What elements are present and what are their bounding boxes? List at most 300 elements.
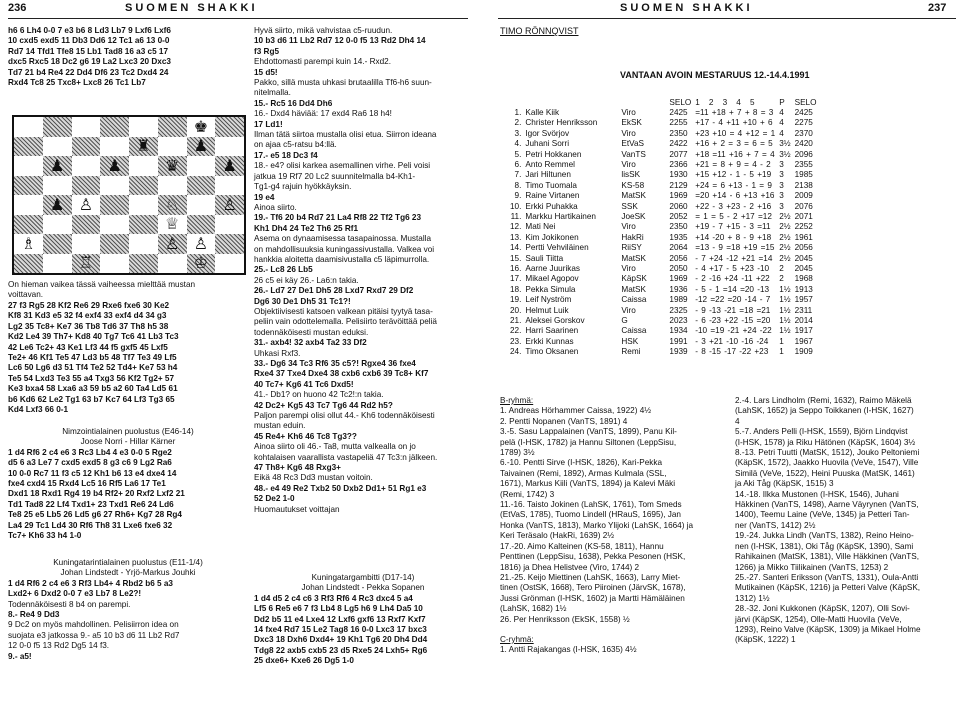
caption-line: On hieman vaikea tässä vaiheessa mielttää mustan bbox=[8, 280, 196, 289]
table-cell: +23 +10 = 4 +12 = 1 bbox=[695, 128, 776, 138]
move-line: 42 Le6 Tc2+ 43 Ke1 Lf3 44 f5 gxf5 45 Lxf5 bbox=[8, 342, 168, 352]
table-cell: 1985 bbox=[794, 170, 813, 180]
table-row bbox=[508, 284, 818, 294]
table-cell: 4 bbox=[779, 108, 784, 118]
comment-line: peliin vain odottelemalla. Pelisiirto terävöittää peliä bbox=[254, 317, 437, 327]
right-page-number: 237 bbox=[928, 2, 947, 14]
table-row bbox=[508, 211, 818, 221]
table-cell: +17 - 4 +11 +10 + 6 bbox=[695, 118, 773, 128]
result-line: (EtVaS, 1785), Tuomo Lindell (HRauS, 1695), Jan bbox=[500, 510, 681, 520]
table-cell: 2071 bbox=[794, 211, 813, 221]
move-line: Dxd1 18 Rxd1 Rg4 19 b4 Rf2+ 20 Rxf2 Lxf2 21 bbox=[8, 489, 185, 499]
chess-piece: ♛ bbox=[164, 155, 180, 175]
table-cell: 2½ bbox=[779, 211, 791, 221]
comment-line: jatkua 19 Rf7 20 Lc2 suunnitelmalla b4-Kh1- bbox=[254, 171, 416, 181]
move-line: 45 Re4+ Kh6 46 Tc8 Tg3?? bbox=[254, 431, 357, 441]
comment-line: Tg1-g4 rajuin hyökkäyksin. bbox=[254, 182, 352, 192]
board-square bbox=[100, 117, 129, 137]
table-cell: 2420 bbox=[794, 139, 813, 149]
result-line: 1. Antti Rajakangas (I-HSK, 1635) 4½ bbox=[500, 645, 637, 655]
comment-line: Huomautukset voittajan bbox=[254, 504, 340, 514]
board-square bbox=[187, 195, 216, 215]
board-square bbox=[215, 195, 244, 215]
result-line: 1266) ja Mikko Tiilikainen (VanTS, 1253) 2 bbox=[735, 562, 889, 572]
table-cell: KS-58 bbox=[621, 180, 645, 190]
left-header-rule bbox=[8, 18, 468, 19]
tournament-title: VANTAAN AVOIN MESTARUUS 12.-14.4.1991 bbox=[620, 70, 810, 80]
comment-line: Asema on dynaamisessa tasapainossa. Mustalla bbox=[254, 234, 432, 244]
table-row bbox=[508, 201, 818, 211]
table-cell: 7. bbox=[514, 170, 522, 180]
table-cell: 11. bbox=[510, 211, 522, 221]
table-cell: 2425 bbox=[669, 108, 688, 118]
move-line: Tc7+ Kh6 33 h4 1-0 bbox=[8, 531, 82, 541]
result-line: 28.-32. Joni Kukkonen (KäpSK, 1207), Olli Sovi- bbox=[735, 604, 910, 614]
table-cell: 3½ bbox=[779, 139, 791, 149]
table-cell: HakRi bbox=[621, 232, 644, 242]
table-cell: = 1 = 5 - 2 +17 =12 bbox=[695, 211, 772, 221]
table-cell: 2056 bbox=[669, 253, 688, 263]
result-line: 26. Per Henriksson (EkSK, 1558) ½ bbox=[500, 614, 630, 624]
table-cell: EtVaS bbox=[621, 139, 644, 149]
table-cell: 3. bbox=[514, 128, 522, 138]
table-row bbox=[508, 128, 818, 138]
board-square bbox=[129, 117, 158, 137]
table-row bbox=[508, 315, 818, 325]
table-cell: 2050 bbox=[669, 263, 688, 273]
table-cell: 2350 bbox=[669, 222, 688, 232]
table-cell: 1969 bbox=[669, 191, 688, 201]
group-b-col2 bbox=[735, 396, 957, 646]
move-line: h6 6 Lh4 0-0 7 e3 b6 8 Ld3 Lb7 9 Lxf6 Lxf6 bbox=[8, 26, 171, 35]
table-cell: MatSK bbox=[621, 253, 646, 263]
table-cell: Timo Tuomala bbox=[525, 180, 577, 190]
table-cell: Caissa bbox=[621, 326, 647, 336]
table-cell: 2045 bbox=[794, 263, 813, 273]
result-line: 1671), Markus Kiili (VanTS, 1894) ja Kalevi Mäki bbox=[500, 479, 676, 489]
table-row bbox=[508, 159, 818, 169]
result-line: 2. Pentti Nopanen (VanTS, 1891) 4 bbox=[500, 416, 628, 426]
board-square bbox=[43, 137, 72, 157]
col-head-points: P bbox=[779, 97, 785, 107]
board-square bbox=[187, 215, 216, 235]
board-square bbox=[72, 215, 101, 235]
table-row bbox=[508, 170, 818, 180]
move-line: Lxd2+ 6 Dxd2 0-0 7 e3 Lb7 8 Le2?! bbox=[8, 589, 142, 599]
board-square bbox=[72, 195, 101, 215]
table-row bbox=[508, 139, 818, 149]
table-cell: Christer Henriksson bbox=[525, 118, 598, 128]
comment-line: kohtalaisen vaarallista vastapeliä 47 Tc3:n jälkeen. bbox=[254, 452, 438, 462]
move-line: dxc5 Rxc5 18 Dc2 g6 19 La2 Lxc3 20 Dxc3 bbox=[8, 57, 171, 67]
table-row bbox=[508, 305, 818, 315]
comment-line: on mahdollisuuksia kuningassivustalla. Valkea voi bbox=[254, 244, 435, 254]
game3-comment2 bbox=[8, 620, 248, 651]
move-line: Lg2 35 Tc8+ Ke7 36 Tb8 Td6 37 Th8 h5 38 bbox=[8, 321, 169, 331]
result-line: 14.-18. Ilkka Mustonen (I-HSK, 1546), Juhani bbox=[735, 489, 899, 499]
table-cell: 1½ bbox=[779, 284, 791, 294]
move-line: 1 d4 Rf6 2 c4 e6 3 Rf3 Lb4+ 4 Rbd2 b6 5 a3 bbox=[8, 578, 173, 588]
table-row bbox=[508, 191, 818, 201]
table-cell: 2076 bbox=[794, 201, 813, 211]
result-line: (KäpSK, 1222) 1 bbox=[735, 635, 796, 645]
game4-players: Johan Lindstedt - Pekka Sopanen bbox=[301, 583, 425, 593]
group-b-list-continued bbox=[735, 396, 957, 646]
table-cell: - 2 -16 +24 -11 +22 bbox=[695, 274, 770, 284]
comment-line: Objektiivisesti katsoen valkean pitäisi tyytyä tasa- bbox=[254, 306, 433, 316]
chess-piece: ♙ bbox=[193, 233, 209, 253]
comment-line: 12 0-0 f5 13 Rd2 Dg5 14 f3. bbox=[8, 641, 110, 651]
move-line: f3 Rg5 bbox=[254, 46, 280, 56]
board-square bbox=[187, 117, 216, 137]
move-line: b6 Kd6 62 Le2 Tg1 63 b7 Kc7 64 Lf3 Tg3 65 bbox=[8, 394, 175, 404]
move-line: Lf5 6 Re5 e6 7 f3 Lb4 8 Lg5 h6 9 Lh4 Da5 10 bbox=[254, 604, 423, 614]
article-author: TIMO RÖNNQVIST bbox=[500, 26, 579, 36]
comment-line: 16.- Dxd4 häviää: 17 exd4 Ra6 18 h4! bbox=[254, 109, 392, 119]
game2-section bbox=[8, 427, 248, 541]
table-cell: 1913 bbox=[794, 284, 813, 294]
table-cell: Aarne Juurikas bbox=[525, 263, 581, 273]
table-cell: +15 +12 - 1 - 5 +19 bbox=[695, 170, 772, 180]
board-square bbox=[215, 215, 244, 235]
table-cell: 17. bbox=[510, 274, 522, 284]
board-square bbox=[129, 215, 158, 235]
move-line: Te8 25 e5 Lb5 26 Ld5 g6 27 Rh6+ Kg7 28 Rg4 bbox=[8, 510, 182, 520]
table-cell: 2056 bbox=[794, 243, 813, 253]
board-square bbox=[215, 254, 244, 274]
result-line: 3.-5. Sasu Lappalainen (VanTS, 1899), Panu Kil- bbox=[500, 427, 677, 437]
table-cell: 13. bbox=[510, 232, 522, 242]
table-cell: +16 + 2 = 3 = 6 = 5 bbox=[695, 139, 773, 149]
chess-piece: ♟ bbox=[49, 155, 65, 175]
move-line: Ke3 bxa4 58 Lxa6 a3 59 b5 a2 60 Ta4 Ld5 61 bbox=[8, 384, 178, 394]
table-cell: Viro bbox=[621, 305, 636, 315]
board-square bbox=[158, 156, 187, 176]
table-cell: HSK bbox=[621, 336, 639, 346]
table-cell: 2355 bbox=[794, 160, 813, 170]
chess-diagram bbox=[12, 115, 246, 275]
group-b-heading: B-ryhmä: bbox=[500, 396, 534, 405]
board-square bbox=[72, 156, 101, 176]
board-square bbox=[215, 117, 244, 137]
table-cell: Caissa bbox=[621, 295, 647, 305]
table-cell: 1909 bbox=[794, 347, 813, 357]
table-cell: 5. bbox=[514, 149, 522, 159]
move-line: 40 Tc7+ Kg6 41 Tc6 Dxd5! bbox=[254, 379, 354, 389]
table-cell: 1½ bbox=[779, 305, 791, 315]
result-line: ner (VanTS, 1412) 2½ bbox=[735, 520, 816, 530]
move-line: 1 d4 Rf6 2 c4 e6 3 Rc3 Lb4 4 e3 0-0 5 Rge2 bbox=[8, 447, 172, 457]
move-line: Lc6 50 Lg6 d3 51 Tf4 Te2 52 Td4+ Ke7 53 h4 bbox=[8, 363, 178, 373]
table-cell: Kalle Kiik bbox=[525, 108, 560, 118]
comment-line: Ilman tätä siirtoa mustalla olisi etua. Siirron ideana bbox=[254, 130, 437, 140]
move-line: 10 0-0 Rc7 11 f3 c5 12 Kh1 b6 13 e4 dxe4 14 bbox=[8, 468, 177, 478]
board-square bbox=[100, 254, 129, 274]
table-cell: 1930 bbox=[669, 170, 688, 180]
board-square bbox=[100, 195, 129, 215]
table-cell: 9. bbox=[514, 191, 522, 201]
result-line: 1789) 3½ bbox=[500, 448, 535, 458]
table-cell: 4. bbox=[514, 139, 522, 149]
result-line: 19.-24. Jukka Lindh (VanTS, 1382), Reino Heino- bbox=[735, 531, 914, 541]
table-cell: G bbox=[621, 315, 628, 325]
table-cell: 12. bbox=[510, 222, 522, 232]
table-row bbox=[508, 253, 818, 263]
move-line: 19.- Tf6 20 b4 Rd7 21 La4 Rf8 22 Tf2 Tg6 23 bbox=[254, 213, 422, 223]
board-square bbox=[187, 176, 216, 196]
table-cell: 6. bbox=[514, 160, 522, 170]
table-cell: 2366 bbox=[669, 160, 688, 170]
table-cell: lisSK bbox=[621, 170, 641, 180]
result-line: järvi (KäpSK, 1254), Olle-Matti Huovila (VeVe, bbox=[735, 614, 902, 624]
table-cell: 2014 bbox=[794, 315, 813, 325]
caption-line: voittavan. bbox=[8, 290, 44, 300]
table-cell: 1968 bbox=[794, 274, 813, 284]
chess-piece: ♚ bbox=[193, 116, 209, 136]
right-running-title: SUOMEN SHAKKI bbox=[620, 2, 753, 14]
table-cell: Juhani Sorri bbox=[525, 139, 570, 149]
chess-piece: ♔ bbox=[193, 253, 209, 273]
board-square bbox=[158, 117, 187, 137]
table-cell: - 3 +21 -10 -16 -24 bbox=[695, 336, 769, 346]
board-square bbox=[215, 137, 244, 157]
group-c-heading: C-ryhmä: bbox=[500, 634, 534, 644]
move-line: Kf8 31 Kd3 e5 32 f4 exf4 33 exf4 d4 34 g3 bbox=[8, 311, 167, 321]
move-line: 47 Th8+ Kg6 48 Rxg3+ bbox=[254, 463, 341, 473]
table-cell: 2350 bbox=[669, 128, 688, 138]
table-cell: Viro bbox=[621, 222, 636, 232]
board-square bbox=[215, 156, 244, 176]
comment-line: 41.- Db1? on huono 42 Tc2!:n takia. bbox=[254, 390, 384, 400]
table-cell: 1969 bbox=[669, 274, 688, 284]
table-cell: 3 bbox=[779, 180, 784, 190]
table-cell: - 8 -15 -17 -22 +23 bbox=[695, 347, 769, 357]
game4-moves bbox=[254, 594, 472, 667]
move-line: 15 d5! bbox=[254, 67, 278, 77]
comment-line: Ainoa siirto. bbox=[254, 202, 297, 212]
board-square bbox=[14, 117, 43, 137]
table-cell: 10. bbox=[510, 201, 522, 211]
move-line: 33.- Dg6 34 Tc3 Rf6 35 c5?! Rgxe4 36 fxe4 bbox=[254, 359, 416, 368]
board-square bbox=[43, 234, 72, 254]
table-cell: 21. bbox=[510, 315, 522, 325]
table-cell: 1939 bbox=[669, 347, 688, 357]
result-line: 6.-10. Pentti Sirve (I-HSK, 1826), Kari-Pekka bbox=[500, 458, 662, 468]
table-cell: SSK bbox=[621, 201, 638, 211]
move-line: 48.- e4 49 Re2 Txb2 50 Dxb2 Dd1+ 51 Rg1 e3 bbox=[254, 483, 427, 493]
board-square bbox=[100, 215, 129, 235]
game2-players: Joose Norri - Hillar Kärner bbox=[80, 437, 176, 447]
comment-line: nitelmalla. bbox=[254, 88, 291, 98]
game3-section bbox=[8, 558, 248, 662]
result-line: Keri Teräsalo (HakRi, 1639) 2½ bbox=[500, 531, 615, 541]
game1-moves-continued bbox=[8, 301, 248, 415]
table-cell: 1½ bbox=[779, 326, 791, 336]
table-cell: Petri Hokkanen bbox=[525, 149, 582, 159]
table-cell: 2370 bbox=[794, 128, 813, 138]
move-line: Td1 Tad8 22 Lf4 Txd1+ 23 Txd1 Re6 24 Ld6 bbox=[8, 499, 174, 509]
chess-piece: ♟ bbox=[222, 155, 237, 175]
board-square bbox=[14, 254, 43, 274]
result-line: 1400), Teemu Laine (VeVe, 1345) ja Petteri Tan- bbox=[735, 510, 910, 520]
table-cell: 23. bbox=[510, 336, 522, 346]
table-cell: 20. bbox=[510, 305, 522, 315]
game1-moves-top bbox=[8, 26, 248, 88]
table-cell: 2052 bbox=[669, 211, 688, 221]
table-cell: 2311 bbox=[794, 305, 813, 315]
table-cell: 2 bbox=[779, 274, 784, 284]
table-cell: 3 bbox=[779, 160, 784, 170]
game3-comment1: Todennäköisesti 8 b4 on parempi. bbox=[8, 599, 131, 609]
result-line: nen (I-HSK, 1381), Oki Tåg (KäpSK, 1390), Sami bbox=[735, 541, 914, 551]
table-cell: +14 -20 + 8 - 9 +18 bbox=[695, 232, 772, 242]
comment-line: Hyvä siirto, mikä vahvistaa c5-ruudun. bbox=[254, 26, 393, 35]
board-square bbox=[72, 254, 101, 274]
board-square bbox=[158, 137, 187, 157]
result-line: Honka (VanTS, 1813), Marko Ylijoki (LahSK, 1664) ja bbox=[500, 520, 694, 530]
board-square bbox=[72, 137, 101, 157]
game3-annotations bbox=[254, 26, 472, 515]
board-square bbox=[43, 117, 72, 137]
table-cell: 19. bbox=[510, 295, 522, 305]
table-cell: 8. bbox=[514, 180, 522, 190]
table-cell: Leif Nyström bbox=[525, 295, 572, 305]
move-line: Rxd4 Tc8 25 Txc8+ Lxc8 26 Tc1 Lb7 bbox=[8, 78, 146, 88]
board-square bbox=[187, 254, 216, 274]
table-cell: 1957 bbox=[794, 295, 813, 305]
table-row bbox=[508, 294, 818, 304]
table-cell: 2096 bbox=[794, 149, 813, 159]
board-square bbox=[43, 176, 72, 196]
table-cell: Aleksei Gorskov bbox=[525, 315, 585, 325]
move-line: d5 6 a3 Le7 7 cxd5 exd5 8 g3 c6 9 Lg2 Ra6 bbox=[8, 458, 172, 468]
result-line: Häkkinen (VanTS, 1498), Aarne Väyrynen (VanTS, bbox=[735, 500, 919, 510]
move-line: 15.- Rc5 16 Dd4 Dh6 bbox=[254, 98, 333, 108]
board-square bbox=[14, 234, 43, 254]
board-square bbox=[158, 215, 187, 235]
table-cell: RiiSY bbox=[621, 243, 642, 253]
board-square bbox=[14, 156, 43, 176]
table-cell: 2045 bbox=[794, 253, 813, 263]
result-line: 1. Andreas Hörhammer Caissa, 1922) 4½ bbox=[500, 406, 652, 416]
table-cell: 3 bbox=[779, 201, 784, 211]
chess-piece: ♗ bbox=[21, 233, 36, 253]
move-line: fxe4 cxd4 15 Rxd4 Lc5 16 Rf5 La6 17 Te1 bbox=[8, 479, 166, 489]
result-line: 4 bbox=[735, 416, 740, 426]
board-square bbox=[158, 176, 187, 196]
col-head-rounds: 1 2 3 4 5 bbox=[695, 97, 755, 107]
move-line: 27 f3 Rg5 28 Kf2 Re6 29 Rxe6 fxe6 30 Ke2 bbox=[8, 301, 170, 310]
table-cell: 1991 bbox=[669, 336, 688, 346]
group-b-list bbox=[500, 406, 722, 625]
table-cell: Timo Oksanen bbox=[525, 347, 579, 357]
game2-heading: Nimzointialainen puolustus (E46-14) bbox=[62, 427, 194, 436]
chess-piece: ♜ bbox=[136, 136, 151, 156]
move-line: 52 De2 1-0 bbox=[254, 494, 295, 504]
table-cell: +21 = 8 + 9 = 4 - 2 bbox=[695, 160, 771, 170]
table-row bbox=[508, 263, 818, 273]
board-square bbox=[14, 137, 43, 157]
board-square bbox=[129, 195, 158, 215]
result-line: (KäpSK, 1572), Jaakko Huovila (VeVe, 1547), Ville bbox=[735, 458, 919, 468]
move-line: 19 e4 bbox=[254, 192, 275, 202]
table-cell: MatSK bbox=[621, 284, 646, 294]
result-line: (Remi, 1742) 3 bbox=[500, 489, 555, 499]
table-cell: Viro bbox=[621, 263, 636, 273]
move-line: Rd7 14 Tfd1 Tfe8 15 Lb1 Tad8 16 a3 c5 17 bbox=[8, 46, 169, 56]
result-line: 11.-16. Taisto Jokinen (LahSK, 1761), Tom Smeds bbox=[500, 500, 682, 510]
move-line: Kd2 Le4 39 Th7+ Kd8 40 Tg7 Tc6 41 Lb3 Tc3 bbox=[8, 332, 179, 342]
left-running-title: SUOMEN SHAKKI bbox=[125, 2, 258, 14]
table-cell: 2. bbox=[514, 118, 522, 128]
table-cell: VanTS bbox=[621, 149, 646, 159]
move-line: 17.- e5 18 Dc3 f4 bbox=[254, 150, 318, 160]
result-line: Mutikainen (KäpSK, 1216) ja Petteri Valve (KäpSK, bbox=[735, 583, 921, 593]
col-head-new-selo: SELO bbox=[794, 97, 817, 107]
table-row bbox=[508, 222, 818, 232]
result-line: pelä (I-HSK, 1782) ja Hannu Siltonen (LeppSisu, bbox=[500, 437, 677, 447]
table-cell: Jari Hiltunen bbox=[525, 170, 571, 180]
table-cell: 1 bbox=[779, 336, 784, 346]
result-line: (LahSK, 1652) ja Seppo Toikkanen (I-HSK, 1627) bbox=[735, 406, 914, 416]
table-row bbox=[508, 107, 818, 117]
table-row bbox=[508, 346, 818, 356]
comment-line: Pakko, sillä musta uhkasi brutaalilla Tf6-h6 suun- bbox=[254, 78, 432, 88]
table-cell: =20 +14 - 6 +13 +16 bbox=[695, 191, 775, 201]
table-cell: +24 = 6 +13 - 1 = 9 bbox=[695, 180, 772, 190]
board-square bbox=[72, 176, 101, 196]
game3-move2: 8.- Re4 9 Dd3 bbox=[8, 610, 60, 620]
table-cell: 1 bbox=[779, 347, 784, 357]
table-row bbox=[508, 242, 818, 252]
table-cell: Viro bbox=[621, 128, 636, 138]
table-cell: 2½ bbox=[779, 243, 791, 253]
table-cell: Pekka Simula bbox=[525, 284, 576, 294]
move-line: Kh1 Dh4 24 Te2 Th6 25 Rf1 bbox=[254, 223, 359, 233]
board-square bbox=[43, 254, 72, 274]
table-cell: 2009 bbox=[794, 191, 813, 201]
table-cell: Mikael Agopov bbox=[525, 274, 579, 284]
table-cell: -12 =22 =20 -14 - 7 bbox=[695, 295, 771, 305]
table-cell: 1989 bbox=[669, 295, 688, 305]
table-cell: Sauli Tiitta bbox=[525, 253, 564, 263]
table-cell: +22 - 3 +23 - 2 +16 bbox=[695, 201, 772, 211]
board-square bbox=[158, 195, 187, 215]
move-line: Dd2 b5 11 e4 Lxe4 12 Lxf6 gxf6 13 Rxf7 Kxf7 bbox=[254, 614, 426, 624]
table-cell: +19 - 7 +15 - 3 =11 bbox=[695, 222, 771, 232]
result-line: 17.-20. Aimo Kalteinen (KS-58, 1811), Hannu bbox=[500, 541, 664, 551]
game3-moves bbox=[8, 579, 248, 600]
comment-line: hankkia aloitetta daamisivustalla c5 läpimurrolla. bbox=[254, 254, 430, 264]
board-square bbox=[215, 234, 244, 254]
col-head-selo: SELO bbox=[669, 97, 692, 107]
game3-move3: 9.- a5! bbox=[8, 651, 32, 661]
chess-piece: ♘ bbox=[164, 194, 180, 214]
table-cell: MatSK bbox=[621, 191, 646, 201]
table-cell: 2275 bbox=[794, 118, 813, 128]
result-line: ja Aki Tåg (KäpSK, 1515) 3 bbox=[735, 479, 834, 489]
table-cell: 16. bbox=[510, 263, 522, 273]
comment-line: 18.- e4? olisi karkea asemallinen virhe. Peli voisi bbox=[254, 161, 431, 171]
board-square bbox=[129, 156, 158, 176]
board-square bbox=[100, 137, 129, 157]
move-line: Rxe4 37 Txe4 Dxe4 38 cxb6 cxb6 39 Tc8+ Kf7 bbox=[254, 369, 429, 379]
comment-line: mustan eduin. bbox=[254, 421, 306, 431]
result-line: 25.-27. Santeri Eriksson (VanTS, 1331), Oula-Antti bbox=[735, 572, 919, 582]
move-line: 14 fxe4 Rd7 15 Le2 Tag8 16 0-0 Lxc3 17 bxc3 bbox=[254, 625, 427, 635]
table-row bbox=[508, 118, 818, 128]
table-cell: 1½ bbox=[779, 315, 791, 325]
